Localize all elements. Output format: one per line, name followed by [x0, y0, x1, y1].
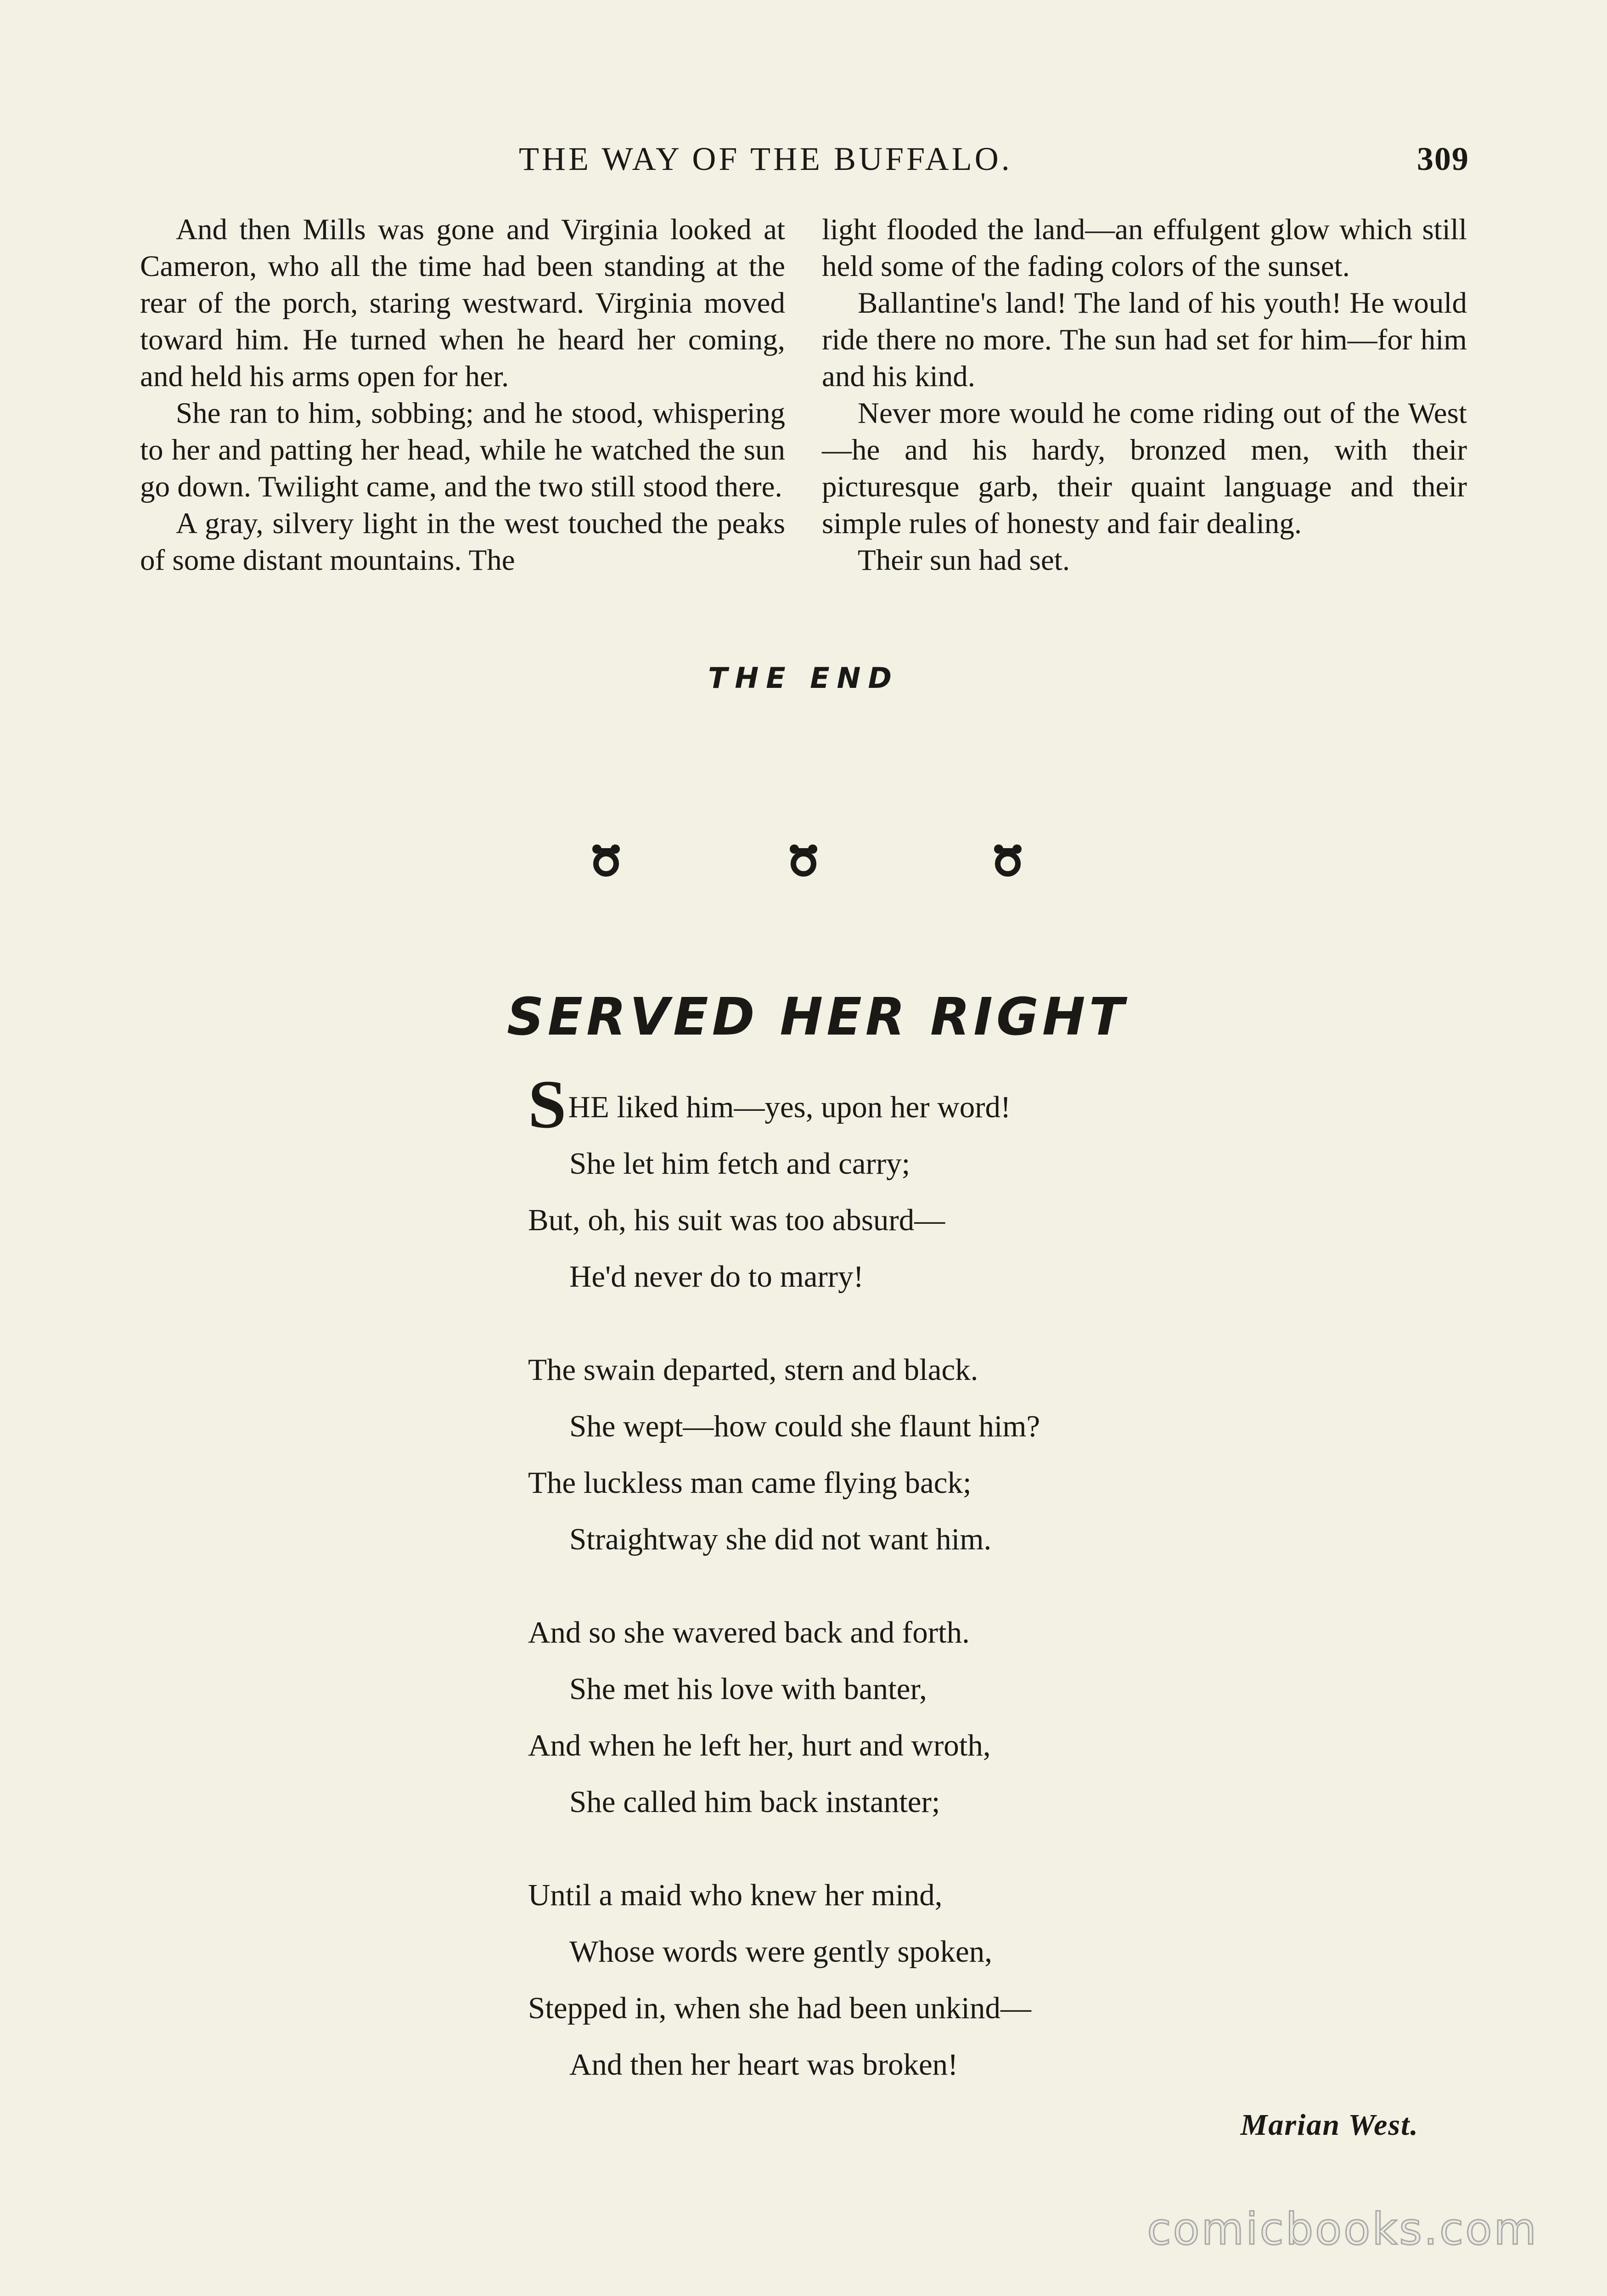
ornament-divider — [0, 843, 1607, 879]
story-paragraph: Never more would he come riding out of the West—he and his hardy, bronzed men, with their picturesque garb, their quaint language and their simple rules of honesty and fair dealing. — [822, 397, 1467, 540]
the-end-mark: THE END — [708, 661, 899, 695]
poem-line: And so she wavered back and forth. — [528, 1615, 970, 1649]
poem-stanza — [528, 1867, 1217, 2093]
story-paragraph: light flooded the land—an effulgent glow which still held some of the fading colors of the sunset. — [822, 213, 1467, 283]
poem-stanza — [528, 1604, 1217, 1830]
story-paragraph: Ballantine's land! The land of his youth! He would ride there no more. The sun had set for him—for him and his kind. — [822, 287, 1467, 393]
poem-line: Until a maid who knew her mind, — [528, 1878, 943, 1912]
poem — [528, 1066, 1217, 2130]
story-paragraph: She ran to him, sobbing; and he stood, whispering to her and patting her head, while he watched the sun go down. Twilight came, and the two still stood there. — [140, 397, 785, 503]
poem-line: And then her heart was broken! — [569, 2048, 958, 2082]
poem-title: SERVED HER RIGHT — [506, 987, 1128, 1047]
story-right-column — [822, 211, 1467, 579]
ornament-icon — [992, 843, 1024, 878]
poem-line: But, oh, his suit was too absurd— — [528, 1203, 945, 1237]
poem-line: Stepped in, when she had been unkind— — [528, 1991, 1031, 2025]
poem-line: She met his love with banter, — [569, 1672, 927, 1706]
story-paragraph: And then Mills was gone and Virginia looked at Cameron, who all the time had been standing at the rear of the porch, staring westward. Virginia moved toward him. He turned when he heard her coming, and held his arms open for her. — [140, 213, 785, 393]
ornament-icon — [590, 843, 622, 878]
drop-cap: S — [528, 1066, 567, 1142]
running-head-title: THE WAY OF THE BUFFALO. — [519, 141, 1012, 177]
poem-line: She wept—how could she flaunt him? — [569, 1409, 1040, 1443]
poem-line: The swain departed, stern and black. — [528, 1353, 978, 1387]
poem-line: She called him back instanter; — [569, 1785, 940, 1819]
poem-stanza — [528, 1342, 1217, 1568]
poem-line — [528, 1066, 1217, 1142]
watermark: comicbooks.com — [1147, 2204, 1538, 2255]
poem-stanza — [528, 1066, 1217, 1305]
story-paragraph: Their sun had set. — [858, 544, 1070, 577]
poem-line: Whose words were gently spoken, — [569, 1935, 993, 1969]
poem-line: He'd never do to marry! — [569, 1260, 864, 1294]
page-number: 309 — [1417, 141, 1469, 177]
poem-line: She let him fetch and carry; — [569, 1147, 910, 1181]
poem-line: Straightway she did not want him. — [569, 1522, 992, 1556]
poem-author: Marian West. — [1240, 2108, 1419, 2142]
ornament-icon — [787, 843, 820, 878]
story-paragraph: A gray, silvery light in the west touched the peaks of some distant mountains. The — [140, 507, 785, 577]
story-left-column — [140, 211, 785, 579]
poem-line: The luckless man came flying back; — [528, 1466, 972, 1500]
story-columns — [140, 211, 1467, 579]
poem-line: And when he left her, hurt and wroth, — [528, 1728, 991, 1762]
poem-line-text: HE liked him—yes, upon her word! — [568, 1090, 1011, 1124]
